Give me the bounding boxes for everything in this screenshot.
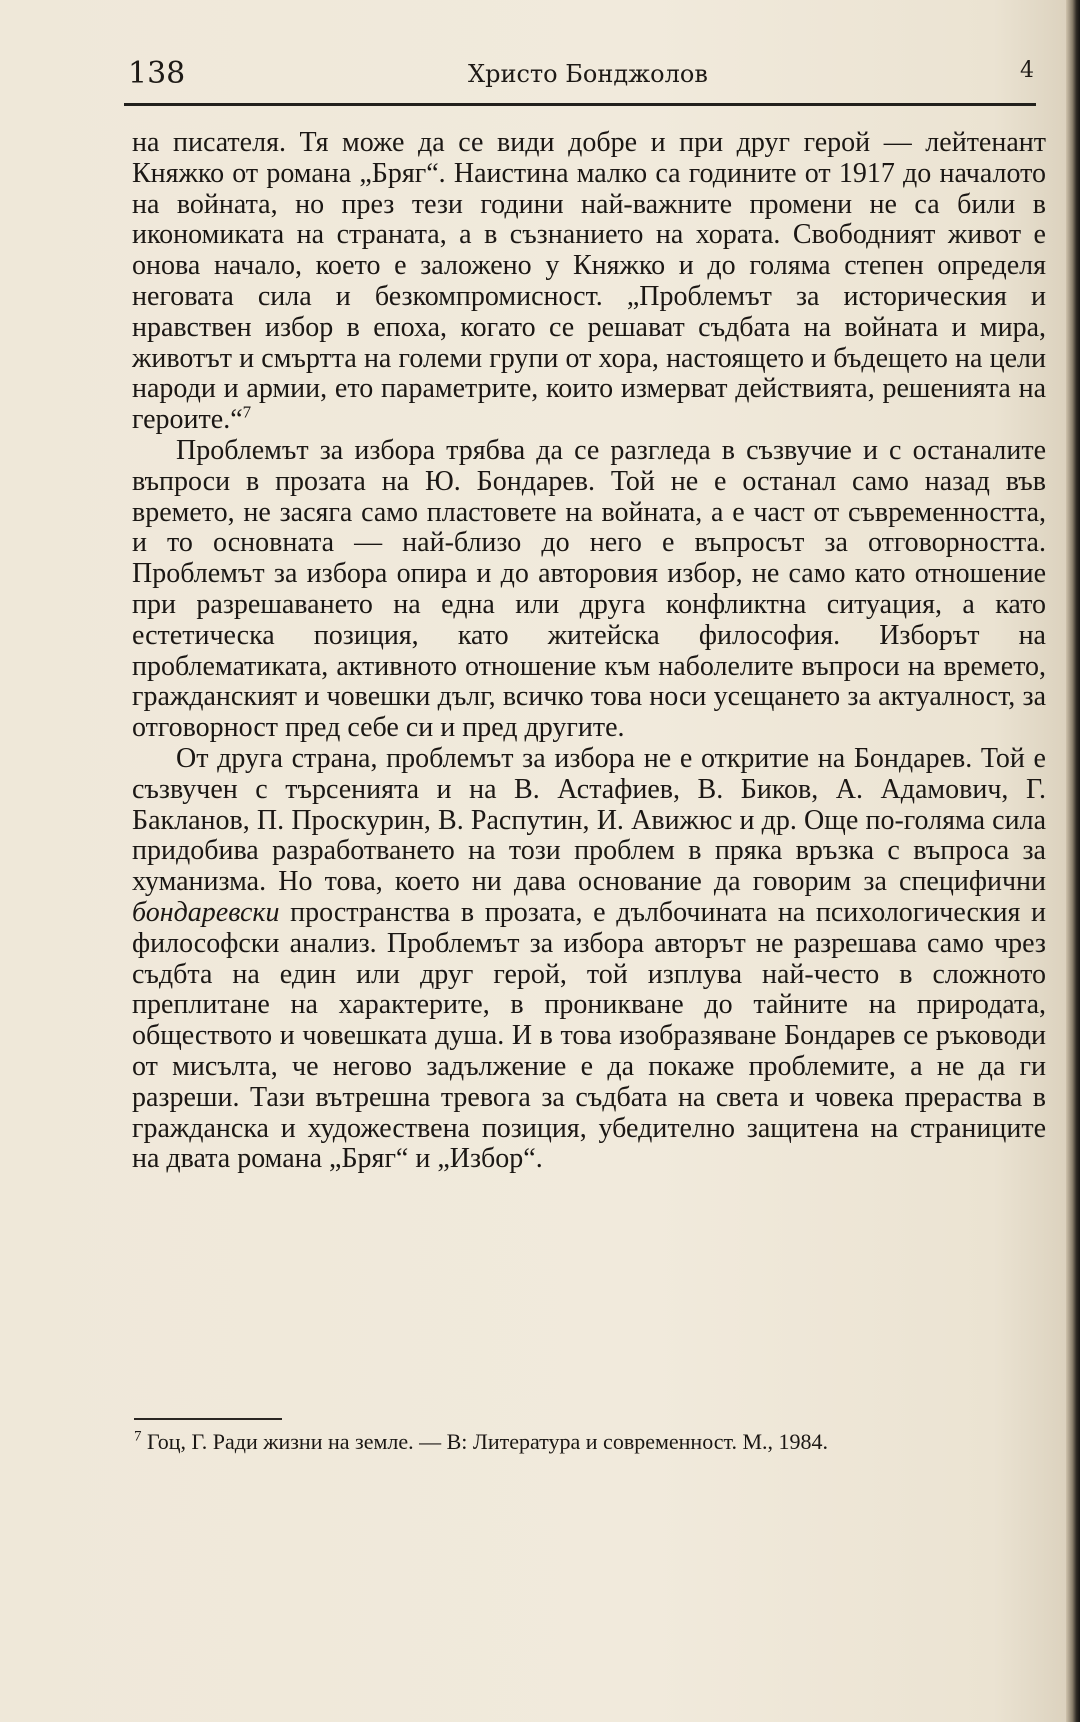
paragraph-1-text: на писателя. Тя може да се види добре и при друг герой — лейтенант Княжко от романа „Бряг“. Наистина малко са годините от 1917 до началото на войната, но през тези години най-важните промени не са били в икономиката на страната, а в съзнанието на хората. Свободният живот е онова начало, което е заложено у Княжко и до голяма степен определя неговата сила и безкомпромисност. „Проблемът за историческия и нравствен избор в епоха, когато се решават съдбата на войната и мира, животът и смъртта на големи групи от хора, настоящето и бъдещето на цели народи и армии, ето параметрите, които измерват действията, решенията на героите.“	[132, 127, 1046, 436]
footnote-reference: 7	[242, 402, 252, 422]
italic-emphasis: бондаревски	[132, 896, 280, 928]
footnote-rule	[134, 1418, 282, 1420]
paragraph-3-text-after: пространства в прозата, е дълбочината на психологическия и философски анализ. Проблемът за избора авторът не разрешава само чрез съдбта на един или друг герой, той изплува най-често в сложното преплитане на характерите, в проникване до тайните на природата, обществото и човешката душа. И в това изобразяване Бондарев се ръководи от мисълта, че негово задължение е да покаже проблемите, а не да ги разреши. Тази вътрешна тревога за съдбата на света и човека прераства в гражданска и художествена позиция, убедително защитена на страниците на двата романа „Бряг“ и „Избор“.	[132, 896, 1047, 1175]
page-header	[128, 56, 1038, 96]
paragraph-2: Проблемът за избора трябва да се разгледа в съзвучие и с останалите въпроси в прозата на Ю. Бондарев. Той не е останал само назад във времето, не засяга само пластовете на войната, а е част от съвременността, и то основната — най-близо до него е въпросът за отговорността. Проблемът за избора опира и до авторовия избор, не само като отношение при разрешаването на една или друга конфликтна ситуация, а като естетическа позиция, като житейска философия. Изборът на проблематиката, активното отношение към наболелите въпроси на времето, гражданският и човешки дълг, всичко това носи усещането за актуалност, за отговорност пред себе си и пред другите.	[132, 434, 1046, 744]
body-text	[132, 128, 1046, 1175]
paragraph-3-text-before: От друга страна, проблемът за избора не е откритие на Бондарев. Той е съзвучен с търсенията и на В. Астафиев, В. Биков, А. Адамович, Г. Бакланов, П. Проскурин, В. Распутин, И. Авижюс и др. Още по-голяма сила придобива разработването на този проблем в пряка връзка с въпроса за хуманизма. Но това, което ни дава основание да говорим за специфични	[132, 742, 1046, 898]
footnote	[134, 1428, 1046, 1456]
page-number: 138	[128, 56, 186, 91]
signature-mark: 4	[1020, 58, 1034, 83]
footnote-marker: 7	[134, 1428, 142, 1445]
header-rule	[124, 103, 1036, 106]
running-title: Христо Бонджолов	[468, 60, 708, 88]
page-binding-edge	[1066, 0, 1080, 1722]
footnote-text: Гоц, Г. Ради жизни на земле. — В: Литература и современност. М., 1984.	[147, 1429, 829, 1454]
paragraph-1	[132, 128, 1046, 436]
paragraph-3	[132, 744, 1046, 1175]
